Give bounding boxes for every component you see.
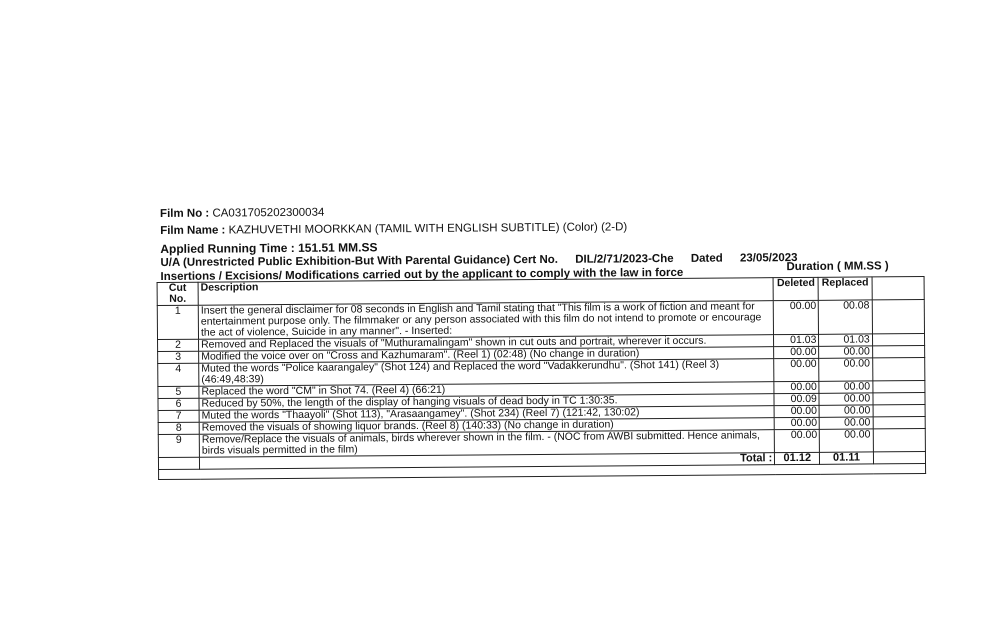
modifications-body (157, 300, 925, 480)
col-header-cut-no: Cut No. (157, 282, 198, 305)
deleted-cell: 00.00 (774, 346, 819, 358)
cut-no-cell: 1 (157, 305, 198, 339)
description-cell: Muted the words "Thaayoli" (Shot 113), "Arasaangamey". (Shot 234) (Reel 7) (121:42, 130:02) (199, 406, 774, 423)
col-header-description: Description (198, 278, 773, 306)
duration-label: Duration ( MM.SS ) (786, 260, 889, 274)
section-title: Insertions / Excisions/ Modifications carried out by the applicant to comply with the law in force (160, 266, 684, 283)
cert-no-value: DIL/2/71/2023-Che (575, 252, 674, 266)
deleted-cell: 00.00 (774, 417, 819, 429)
cert-date: 23/05/2023 (739, 251, 798, 265)
col-header-deleted: Deleted (773, 277, 818, 300)
film-name-value: KAZHUVETHI MOORKKAN (TAMIL WITH ENGLISH SUBTITLE) (Color) (2-D) (228, 221, 628, 237)
cut-no-cell: 7 (158, 410, 199, 422)
blank-cell (873, 451, 925, 463)
deleted-cell: 00.00 (774, 358, 819, 381)
cut-no-cell: 3 (158, 351, 199, 363)
deleted-cell: 01.03 (774, 334, 819, 346)
modifications-table (157, 276, 927, 480)
blank-cell (872, 357, 924, 380)
deleted-cell: 00.09 (774, 393, 819, 405)
dated-label: Dated (690, 252, 723, 265)
cut-no-cell: 2 (158, 339, 199, 351)
film-no-line (160, 207, 324, 220)
replaced-cell: 00.00 (819, 393, 872, 405)
total-deleted: 01.12 (775, 452, 820, 464)
replaced-cell: 01.03 (819, 334, 872, 346)
film-name-label: Film Name : (160, 224, 226, 237)
film-no-label: Film No : (159, 207, 210, 220)
blank-cell (158, 457, 199, 469)
blank-cell (872, 333, 924, 345)
cut-no-cell: 9 (158, 434, 199, 457)
total-label: Total : (199, 453, 774, 470)
deleted-cell: 00.00 (774, 381, 819, 393)
running-time-value: 151.51 MM.SS (298, 240, 378, 255)
replaced-cell: 00.00 (820, 429, 873, 452)
replaced-cell: 00.00 (819, 358, 872, 381)
col-header-replaced: Replaced (818, 277, 871, 300)
replaced-cell: 00.00 (819, 381, 872, 393)
cut-no-cell: 5 (158, 386, 199, 398)
running-time-line (160, 240, 377, 256)
col-header-blank (872, 277, 924, 300)
description-cell: Insert the general disclaimer for 08 seconds in English and Tamil stating that "This film is a work of fiction and meant for entertainment purpose only. The filmmaker or any person associated with this film do not intend to promote or encourage the act of violence, Suicide in any manner". - Inserted: (198, 301, 773, 340)
description-cell: Remove/Replace the visuals of animals, birds wherever shown in the film. - (NOC from AWBI submitted. Hence animals, birds visuals permitted in the film) (199, 430, 774, 458)
replaced-cell: 00.00 (820, 417, 873, 429)
blank-cell (873, 380, 925, 392)
cert-no-label: Cert No. (513, 253, 559, 267)
deleted-cell: 00.00 (773, 300, 818, 334)
replaced-cell: 00.08 (819, 300, 873, 334)
cut-no-cell: 6 (158, 398, 199, 410)
blank-cell (873, 392, 925, 404)
description-cell: Modified the voice over on "Cross and Kazhumaram". (Reel 1) (02:48) (No change in duration) (199, 347, 774, 364)
blank-cell (873, 416, 925, 428)
deleted-cell: 00.00 (774, 405, 819, 417)
blank-cell (873, 404, 925, 416)
description-cell: Removed the visuals of showing liquor brands. (Reel 8) (140:33) (No change in duration) (199, 418, 774, 435)
certificate-category: U/A (Unrestricted Public Exhibition-But With Parental Guidance) (160, 254, 511, 269)
description-cell: Replaced the word "CM" in Shot 74. (Reel 4) (66:21) (199, 382, 774, 399)
description-cell: Removed and Replaced the visuals of "Muthuramalingam" shown in cut outs and portrait, wherever it occurs. (199, 335, 774, 352)
description-cell: Muted the words "Police kaarangaley" (Shot 124) and Replaced the word "Vadakkerundhu". (Shot 141) (Reel 3) (46:49,48:39) (199, 359, 774, 387)
film-name-line (160, 221, 627, 237)
running-time-label: Applied Running Time : (160, 240, 295, 256)
description-cell: Reduced by 50%, the length of the display of hanging visuals of dead body in TC 1:30:35. (199, 394, 774, 411)
cut-no-cell: 4 (158, 363, 199, 386)
film-no-value: CA031705202300034 (212, 206, 325, 220)
deleted-cell: 00.00 (775, 429, 820, 452)
replaced-cell: 00.00 (819, 405, 872, 417)
total-replaced: 01.11 (820, 452, 873, 464)
cut-no-cell: 8 (158, 422, 199, 434)
replaced-cell: 00.00 (819, 346, 872, 358)
blank-cell (873, 428, 925, 451)
blank-cell (872, 345, 924, 357)
blank-cell (872, 300, 925, 334)
